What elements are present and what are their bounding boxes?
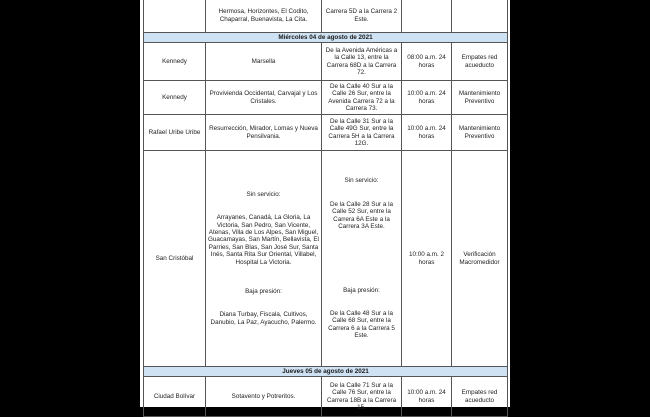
baja-presion-barrios: Diana Turbay, Fiscala, Cultivos, Danubio, La Paz, Ayacucho, Palermo.	[210, 311, 317, 326]
day-header: Jueves 05 de agosto de 2021	[144, 367, 508, 377]
table-row	[144, 43, 508, 81]
motivo-cell: Empates red acueducto	[452, 43, 508, 81]
day-header: Miércoles 04 de agosto de 2021	[144, 33, 508, 43]
hora-cell: 10:00 a.m. 2 horas	[402, 151, 452, 367]
table-row	[144, 115, 508, 151]
direccion-cell: De la Calle 71 Sur a la Calle 76 Sur, entre la Carrera 18B a la Carrera 15.	[322, 377, 402, 417]
hora-cell: 10:00 a.m. 24 horas	[402, 377, 452, 417]
hora-cell	[402, 0, 452, 33]
direccion-cell: De la Calle 40 Sur a la Calle 26 Sur, entre la Avenida Carrera 72 a la Carrera 73.	[322, 81, 402, 115]
table-row	[144, 151, 508, 367]
sin-servicio-direccion: De la Calle 28 Sur a la Calle 52 Sur, entre la Carrera 6A Este a la Carrera 3A Este.	[329, 200, 393, 231]
baja-presion-heading: Baja presión:	[343, 286, 380, 294]
schedule-table	[143, 0, 508, 417]
barrios-cell	[206, 151, 322, 367]
baja-presion-direccion: De la Calle 48 Sur a la Calle 68 Sur, entre la Carrera 6 a la Carrera 5 Este.	[328, 309, 395, 340]
barrios-cell: Provivienda Occidental, Carvajal y Los Cristales.	[206, 81, 322, 115]
table-row	[144, 81, 508, 115]
barrios-cell: Hermosa, Horizontes, El Codito, Chaparral, Buenavista, La Cita.	[206, 0, 322, 33]
localidad-cell: Kennedy	[144, 81, 206, 115]
sin-servicio-barrios: Arrayanes, Canadá, La Gloria, La Victoria, San Pedro, San Vicente, Atenas, Villa de Los Alpes, San Miguel, Guacamayas, San Martín, Bellavista, El Parries, San Blas, San José Sur, Santa Inés, Santa Rita Sur Oriental, Villabel, Hospital La Victoria.	[208, 214, 319, 266]
motivo-cell: Mantenimiento Preventivo	[452, 115, 508, 151]
sin-servicio-heading: Sin servicio:	[246, 190, 281, 198]
sin-servicio-heading: Sin servicio:	[344, 177, 379, 185]
motivo-cell	[452, 0, 508, 33]
document-page	[140, 0, 510, 411]
hora-cell: 08:00 a.m. 24 horas	[402, 43, 452, 81]
direccion-cell	[322, 151, 402, 367]
localidad-cell: Kennedy	[144, 43, 206, 81]
hora-cell: 10:00 a.m. 24 horas	[402, 81, 452, 115]
table-row	[144, 377, 508, 417]
motivo-cell: Mantenimiento Preventivo	[452, 81, 508, 115]
table-row	[144, 0, 508, 33]
motivo-cell: Empates red acueducto	[452, 377, 508, 417]
baja-presion-heading: Baja presión:	[245, 288, 282, 296]
barrios-cell: Sotavento y Potreritos.	[206, 377, 322, 417]
motivo-cell: Verificación Macromedidor	[452, 151, 508, 367]
direccion-cell: De la Calle 31 Sur a la Calle 49G Sur, entre la Carrera 5H a la Carrera 12G.	[322, 115, 402, 151]
day-header-row	[144, 33, 508, 43]
direccion-cell: De la Avenida Américas a la Calle 13, entre la Carrera 68D a la Carrera 72.	[322, 43, 402, 81]
barrios-cell: Resurrección, Mirador, Lomas y Nueva Pensilvania.	[206, 115, 322, 151]
localidad-cell	[144, 0, 206, 33]
localidad-cell: San Cristóbal	[144, 151, 206, 367]
day-header-row	[144, 367, 508, 377]
localidad-cell: Ciudad Bolívar	[144, 377, 206, 417]
barrios-cell: Marsella	[206, 43, 322, 81]
localidad-cell: Rafael Uribe Uribe	[144, 115, 206, 151]
hora-cell: 10:00 a.m. 24 horas	[402, 115, 452, 151]
direccion-cell: Carrera 5D a la Carrera 2 Este.	[322, 0, 402, 33]
